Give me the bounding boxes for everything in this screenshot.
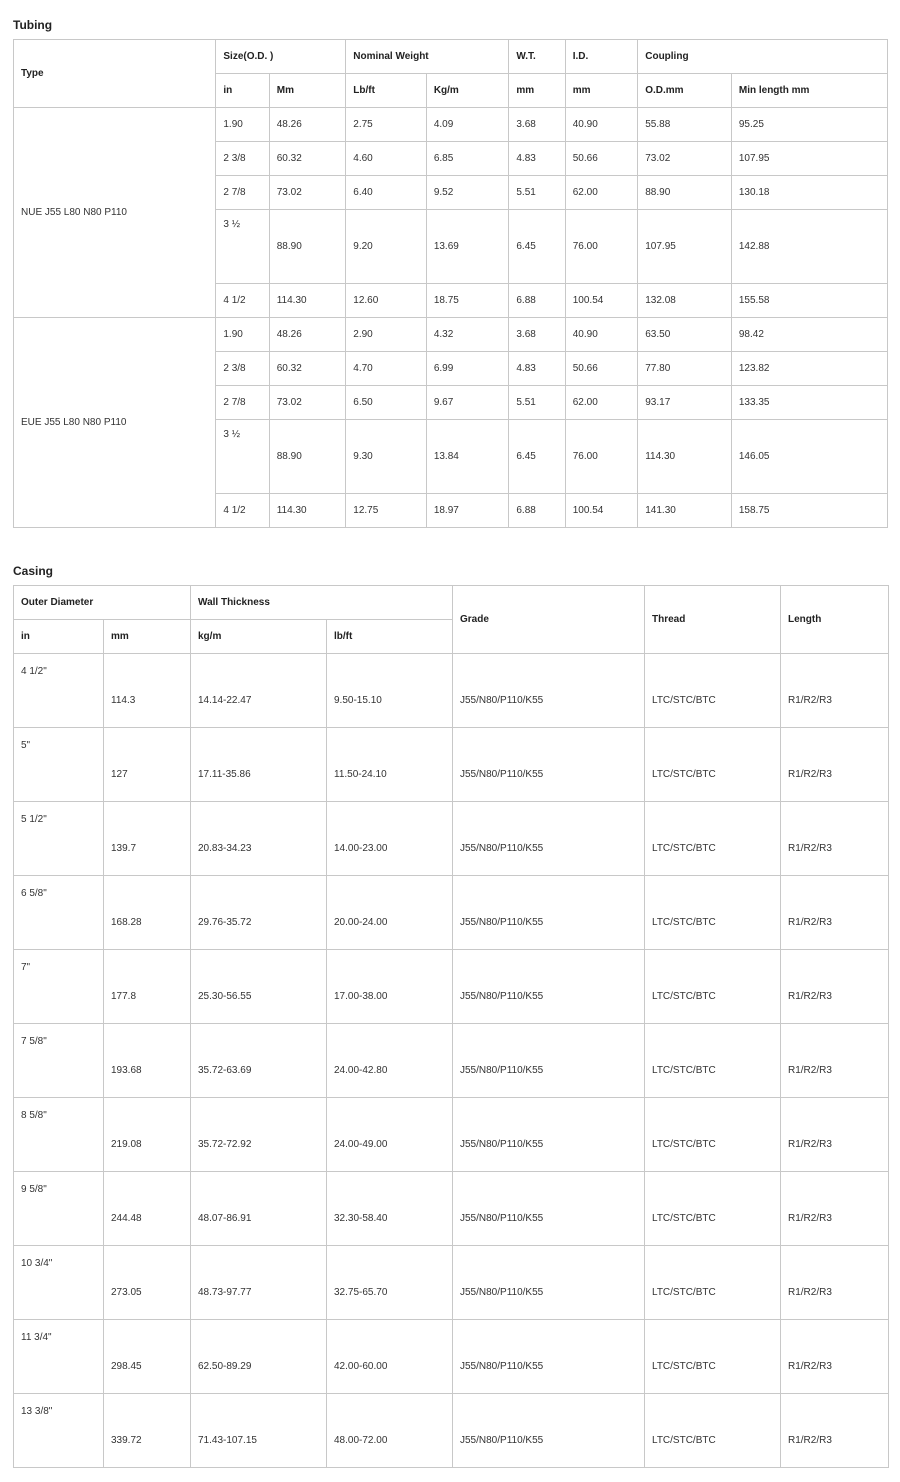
table-cell: 48.73-97.77: [191, 1246, 327, 1320]
tubing-type-cell: EUE J55 L80 N80 P110: [14, 318, 216, 528]
table-cell: 130.18: [731, 176, 887, 210]
table-cell: 6.85: [426, 142, 509, 176]
casing-table: [13, 585, 889, 1468]
table-cell: R1/R2/R3: [781, 1320, 889, 1394]
table-cell: 20.00-24.00: [327, 876, 453, 950]
table-cell: 132.08: [638, 284, 732, 318]
table-cell: 71.43-107.15: [191, 1394, 327, 1468]
tubing-header-wt: W.T.: [509, 40, 565, 74]
table-cell: 114.3: [104, 654, 191, 728]
table-cell: 339.72: [104, 1394, 191, 1468]
table-cell: 5.51: [509, 386, 565, 420]
table-cell: 63.50: [638, 318, 732, 352]
table-cell: 2 7/8: [216, 386, 269, 420]
table-cell: 20.83-34.23: [191, 802, 327, 876]
table-cell: 62.00: [565, 176, 637, 210]
table-cell: 1.90: [216, 108, 269, 142]
table-cell: 6.99: [426, 352, 509, 386]
table-row: [14, 950, 889, 1024]
table-cell: 100.54: [565, 284, 637, 318]
tubing-table: [13, 39, 888, 528]
table-cell: 13 3/8": [14, 1394, 104, 1468]
table-cell: 14.00-23.00: [327, 802, 453, 876]
table-cell: 88.90: [638, 176, 732, 210]
tubing-header-nominal-weight: Nominal Weight: [346, 40, 509, 74]
table-cell: LTC/STC/BTC: [645, 1320, 781, 1394]
table-cell: 5 1/2": [14, 802, 104, 876]
table-cell: 9.30: [346, 420, 427, 494]
table-cell: 9 5/8": [14, 1172, 104, 1246]
table-cell: R1/R2/R3: [781, 1098, 889, 1172]
table-cell: 177.8: [104, 950, 191, 1024]
table-cell: 48.26: [269, 108, 346, 142]
table-cell: 6.88: [509, 284, 565, 318]
tubing-header-coupling: Coupling: [638, 40, 888, 74]
table-cell: 142.88: [731, 210, 887, 284]
casing-header-thread: Thread: [645, 586, 781, 654]
table-cell: 139.7: [104, 802, 191, 876]
table-cell: R1/R2/R3: [781, 654, 889, 728]
table-cell: 4.09: [426, 108, 509, 142]
table-cell: 95.25: [731, 108, 887, 142]
table-cell: 77.80: [638, 352, 732, 386]
table-cell: LTC/STC/BTC: [645, 802, 781, 876]
table-cell: 9.20: [346, 210, 427, 284]
table-cell: J55/N80/P110/K55: [453, 1394, 645, 1468]
table-row: [14, 318, 888, 352]
tubing-header-size: Size(O.D. ): [216, 40, 346, 74]
table-cell: LTC/STC/BTC: [645, 1172, 781, 1246]
table-cell: 73.02: [269, 176, 346, 210]
table-cell: 1.90: [216, 318, 269, 352]
table-cell: J55/N80/P110/K55: [453, 728, 645, 802]
table-cell: J55/N80/P110/K55: [453, 1320, 645, 1394]
table-cell: 76.00: [565, 210, 637, 284]
table-cell: 3.68: [509, 318, 565, 352]
tubing-header-od-mm: O.D.mm: [638, 74, 732, 108]
table-cell: 48.07-86.91: [191, 1172, 327, 1246]
table-cell: 62.50-89.29: [191, 1320, 327, 1394]
table-cell: 55.88: [638, 108, 732, 142]
table-cell: 123.82: [731, 352, 887, 386]
tubing-header-lbft: Lb/ft: [346, 74, 427, 108]
table-cell: 114.30: [269, 494, 346, 528]
table-cell: 3 ½: [216, 210, 269, 284]
table-cell: 12.75: [346, 494, 427, 528]
table-cell: 4.60: [346, 142, 427, 176]
casing-header-outer-diameter: Outer Diameter: [14, 586, 191, 620]
casing-header-lbft: lb/ft: [327, 620, 453, 654]
table-cell: 5": [14, 728, 104, 802]
table-cell: 114.30: [269, 284, 346, 318]
table-cell: 3.68: [509, 108, 565, 142]
table-cell: 40.90: [565, 108, 637, 142]
table-cell: 14.14-22.47: [191, 654, 327, 728]
table-cell: 62.00: [565, 386, 637, 420]
table-cell: 13.84: [426, 420, 509, 494]
table-cell: J55/N80/P110/K55: [453, 950, 645, 1024]
table-cell: J55/N80/P110/K55: [453, 654, 645, 728]
table-row: [14, 802, 889, 876]
table-cell: 10 3/4": [14, 1246, 104, 1320]
table-cell: 2 3/8: [216, 352, 269, 386]
table-cell: 100.54: [565, 494, 637, 528]
table-cell: 17.00-38.00: [327, 950, 453, 1024]
tubing-header-mm: Mm: [269, 74, 346, 108]
table-cell: 3 ½: [216, 420, 269, 494]
table-cell: 60.32: [269, 352, 346, 386]
table-cell: 88.90: [269, 420, 346, 494]
table-cell: 24.00-42.80: [327, 1024, 453, 1098]
table-row: [14, 1394, 889, 1468]
table-cell: 9.50-15.10: [327, 654, 453, 728]
table-cell: 6.88: [509, 494, 565, 528]
table-cell: 24.00-49.00: [327, 1098, 453, 1172]
casing-header-row-1: [14, 586, 889, 620]
table-row: [14, 1098, 889, 1172]
table-cell: 73.02: [269, 386, 346, 420]
table-cell: 133.35: [731, 386, 887, 420]
table-cell: 88.90: [269, 210, 346, 284]
table-cell: 42.00-60.00: [327, 1320, 453, 1394]
table-cell: 6.50: [346, 386, 427, 420]
table-cell: LTC/STC/BTC: [645, 950, 781, 1024]
table-cell: R1/R2/R3: [781, 950, 889, 1024]
table-cell: 25.30-56.55: [191, 950, 327, 1024]
table-cell: LTC/STC/BTC: [645, 876, 781, 950]
table-cell: LTC/STC/BTC: [645, 1024, 781, 1098]
table-cell: 6.45: [509, 420, 565, 494]
table-cell: R1/R2/R3: [781, 802, 889, 876]
tubing-header-row-1: [14, 40, 888, 74]
table-cell: LTC/STC/BTC: [645, 728, 781, 802]
table-cell: 40.90: [565, 318, 637, 352]
table-cell: J55/N80/P110/K55: [453, 876, 645, 950]
table-cell: 76.00: [565, 420, 637, 494]
table-cell: 73.02: [638, 142, 732, 176]
table-cell: 141.30: [638, 494, 732, 528]
casing-title: Casing: [13, 564, 54, 578]
table-cell: 219.08: [104, 1098, 191, 1172]
table-cell: 18.75: [426, 284, 509, 318]
table-row: [14, 108, 888, 142]
table-row: [14, 654, 889, 728]
table-cell: LTC/STC/BTC: [645, 1394, 781, 1468]
table-cell: 60.32: [269, 142, 346, 176]
table-cell: R1/R2/R3: [781, 1024, 889, 1098]
table-cell: 6.40: [346, 176, 427, 210]
table-cell: 2 7/8: [216, 176, 269, 210]
table-cell: 98.42: [731, 318, 887, 352]
tubing-header-id: I.D.: [565, 40, 637, 74]
table-cell: 93.17: [638, 386, 732, 420]
table-row: [14, 1024, 889, 1098]
table-cell: 8 5/8": [14, 1098, 104, 1172]
table-cell: 193.68: [104, 1024, 191, 1098]
table-cell: 6.45: [509, 210, 565, 284]
casing-header-wall-thickness: Wall Thickness: [191, 586, 453, 620]
table-cell: J55/N80/P110/K55: [453, 1024, 645, 1098]
casing-header-grade: Grade: [453, 586, 645, 654]
table-row: [14, 1320, 889, 1394]
table-cell: 13.69: [426, 210, 509, 284]
table-cell: 32.75-65.70: [327, 1246, 453, 1320]
table-cell: 18.97: [426, 494, 509, 528]
table-cell: R1/R2/R3: [781, 1394, 889, 1468]
table-cell: 6 5/8": [14, 876, 104, 950]
table-cell: J55/N80/P110/K55: [453, 1098, 645, 1172]
tubing-type-cell: NUE J55 L80 N80 P110: [14, 108, 216, 318]
table-cell: 107.95: [638, 210, 732, 284]
table-cell: 35.72-72.92: [191, 1098, 327, 1172]
table-cell: 4 1/2: [216, 494, 269, 528]
table-cell: 48.00-72.00: [327, 1394, 453, 1468]
tubing-title: Tubing: [13, 18, 53, 32]
table-cell: J55/N80/P110/K55: [453, 1246, 645, 1320]
tubing-header-id-mm: mm: [565, 74, 637, 108]
table-cell: 158.75: [731, 494, 887, 528]
table-cell: 9.52: [426, 176, 509, 210]
table-cell: 35.72-63.69: [191, 1024, 327, 1098]
casing-header-mm: mm: [104, 620, 191, 654]
table-cell: 7": [14, 950, 104, 1024]
table-cell: 50.66: [565, 352, 637, 386]
table-row: [14, 1246, 889, 1320]
table-cell: 244.48: [104, 1172, 191, 1246]
table-cell: 17.11-35.86: [191, 728, 327, 802]
table-cell: 4.70: [346, 352, 427, 386]
table-row: [14, 1172, 889, 1246]
table-cell: 29.76-35.72: [191, 876, 327, 950]
table-cell: 4.83: [509, 352, 565, 386]
table-row: [14, 728, 889, 802]
table-cell: 4 1/2": [14, 654, 104, 728]
table-cell: 7 5/8": [14, 1024, 104, 1098]
table-cell: R1/R2/R3: [781, 728, 889, 802]
table-cell: 9.67: [426, 386, 509, 420]
tubing-header-kgm: Kg/m: [426, 74, 509, 108]
table-cell: 48.26: [269, 318, 346, 352]
table-cell: 146.05: [731, 420, 887, 494]
table-cell: 127: [104, 728, 191, 802]
table-cell: 273.05: [104, 1246, 191, 1320]
tubing-header-type: Type: [14, 40, 216, 108]
table-cell: 32.30-58.40: [327, 1172, 453, 1246]
tubing-header-in: in: [216, 74, 269, 108]
table-cell: 2.75: [346, 108, 427, 142]
table-cell: 4.83: [509, 142, 565, 176]
table-cell: LTC/STC/BTC: [645, 1246, 781, 1320]
table-cell: 2 3/8: [216, 142, 269, 176]
table-cell: LTC/STC/BTC: [645, 654, 781, 728]
table-cell: 50.66: [565, 142, 637, 176]
tubing-header-min-length: Min length mm: [731, 74, 887, 108]
table-cell: R1/R2/R3: [781, 1246, 889, 1320]
table-row: [14, 876, 889, 950]
table-cell: 155.58: [731, 284, 887, 318]
table-cell: 11.50-24.10: [327, 728, 453, 802]
table-cell: R1/R2/R3: [781, 876, 889, 950]
table-cell: 5.51: [509, 176, 565, 210]
table-cell: 11 3/4": [14, 1320, 104, 1394]
table-cell: 168.28: [104, 876, 191, 950]
table-cell: 107.95: [731, 142, 887, 176]
table-cell: 2.90: [346, 318, 427, 352]
casing-header-length: Length: [781, 586, 889, 654]
table-cell: 298.45: [104, 1320, 191, 1394]
table-cell: J55/N80/P110/K55: [453, 1172, 645, 1246]
table-cell: 4.32: [426, 318, 509, 352]
casing-header-kgm: kg/m: [191, 620, 327, 654]
table-cell: J55/N80/P110/K55: [453, 802, 645, 876]
casing-header-in: in: [14, 620, 104, 654]
table-cell: R1/R2/R3: [781, 1172, 889, 1246]
tubing-header-wt-mm: mm: [509, 74, 565, 108]
table-cell: 12.60: [346, 284, 427, 318]
table-cell: LTC/STC/BTC: [645, 1098, 781, 1172]
table-cell: 114.30: [638, 420, 732, 494]
table-cell: 4 1/2: [216, 284, 269, 318]
